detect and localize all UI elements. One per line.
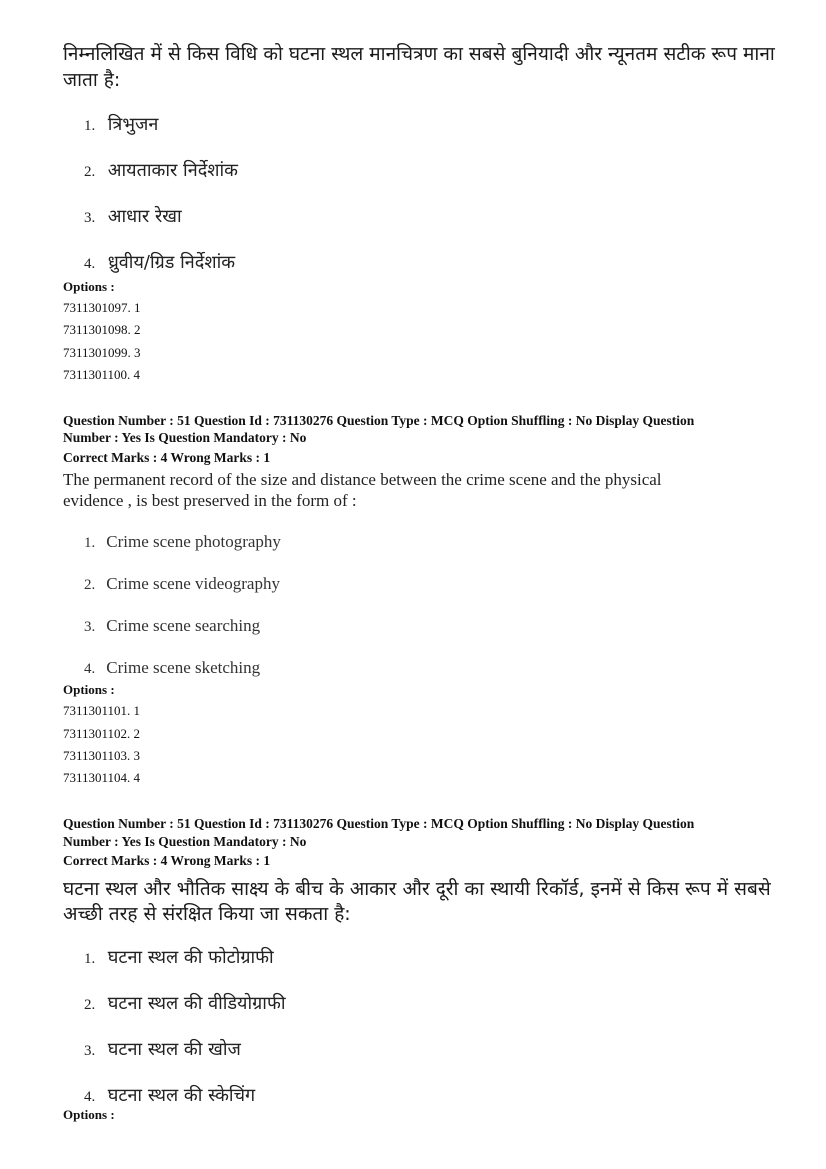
option-number: 2. — [84, 164, 96, 180]
option-text: Crime scene photography — [106, 532, 281, 551]
question-text-line: जाता है: — [63, 69, 121, 91]
option-text: घटना स्थल की फोटोग्राफी — [107, 947, 274, 968]
answer-option — [84, 158, 238, 182]
options-label: Options : — [63, 1107, 115, 1122]
question-text-line: अच्छी तरह से संरक्षित किया जा सकता है: — [63, 903, 351, 925]
option-number: 3. — [84, 619, 96, 635]
option-number: 3. — [84, 210, 96, 226]
answer-option — [84, 991, 286, 1015]
option-number: 2. — [84, 997, 96, 1013]
question-text-line: evidence , is best preserved in the form of : — [63, 491, 357, 510]
option-text: आयताकार निर्देशांक — [107, 160, 238, 181]
question-meta: Question Number : 51 Question Id : 731130276 Question Type : MCQ Option Shuffling : No Display Question — [63, 413, 695, 428]
question-marks: Correct Marks : 4 Wrong Marks : 1 — [63, 853, 271, 868]
option-text: घटना स्थल की वीडियोग्राफी — [107, 993, 286, 1014]
question-text-line: The permanent record of the size and distance between the crime scene and the physical — [63, 470, 662, 489]
answer-option — [84, 1083, 255, 1107]
option-id: 7311301102. 2 — [63, 726, 141, 741]
option-number: 2. — [84, 577, 96, 593]
answer-option — [84, 658, 260, 678]
option-text: Crime scene sketching — [106, 658, 261, 677]
options-label: Options : — [63, 682, 115, 697]
option-text: Crime scene searching — [106, 616, 261, 635]
option-text: ध्रुवीय/ग्रिड निर्देशांक — [107, 252, 236, 273]
option-text: त्रिभुजन — [107, 114, 159, 135]
option-number: 1. — [84, 535, 96, 551]
answer-option — [84, 250, 235, 274]
question-meta: Question Number : 51 Question Id : 731130276 Question Type : MCQ Option Shuffling : No Display Question — [63, 816, 695, 831]
option-text: Crime scene videography — [106, 574, 280, 593]
question-text-line: घटना स्थल और भौतिक साक्ष्य के बीच के आकार और दूरी का स्थायी रिकॉर्ड, इनमें से किस रूप में सबसे — [63, 878, 771, 900]
option-number: 4. — [84, 1089, 96, 1105]
answer-option — [84, 945, 274, 969]
answer-option — [84, 532, 281, 552]
option-number: 4. — [84, 661, 96, 677]
option-text: घटना स्थल की खोज — [107, 1039, 241, 1060]
question-meta: Number : Yes Is Question Mandatory : No — [63, 834, 307, 849]
option-number: 1. — [84, 118, 96, 134]
answer-option — [84, 574, 280, 594]
options-label: Options : — [63, 279, 115, 294]
option-id: 7311301100. 4 — [63, 367, 141, 382]
option-id: 7311301097. 1 — [63, 300, 141, 315]
answer-option — [84, 112, 158, 136]
option-number: 1. — [84, 951, 96, 967]
option-id: 7311301098. 2 — [63, 322, 141, 337]
option-id: 7311301103. 3 — [63, 748, 141, 763]
option-text: घटना स्थल की स्केचिंग — [107, 1085, 256, 1106]
option-text: आधार रेखा — [107, 206, 182, 227]
answer-option — [84, 616, 260, 636]
option-id: 7311301099. 3 — [63, 345, 141, 360]
answer-option — [84, 204, 182, 228]
question-meta: Number : Yes Is Question Mandatory : No — [63, 430, 307, 445]
question-text-line: निम्नलिखित में से किस विधि को घटना स्थल मानचित्रण का सबसे बुनियादी और न्यूनतम सटीक रूप माना — [63, 43, 775, 65]
option-id: 7311301104. 4 — [63, 770, 141, 785]
question-marks: Correct Marks : 4 Wrong Marks : 1 — [63, 450, 271, 465]
option-id: 7311301101. 1 — [63, 703, 141, 718]
option-number: 4. — [84, 256, 96, 272]
answer-option — [84, 1037, 241, 1061]
option-number: 3. — [84, 1043, 96, 1059]
